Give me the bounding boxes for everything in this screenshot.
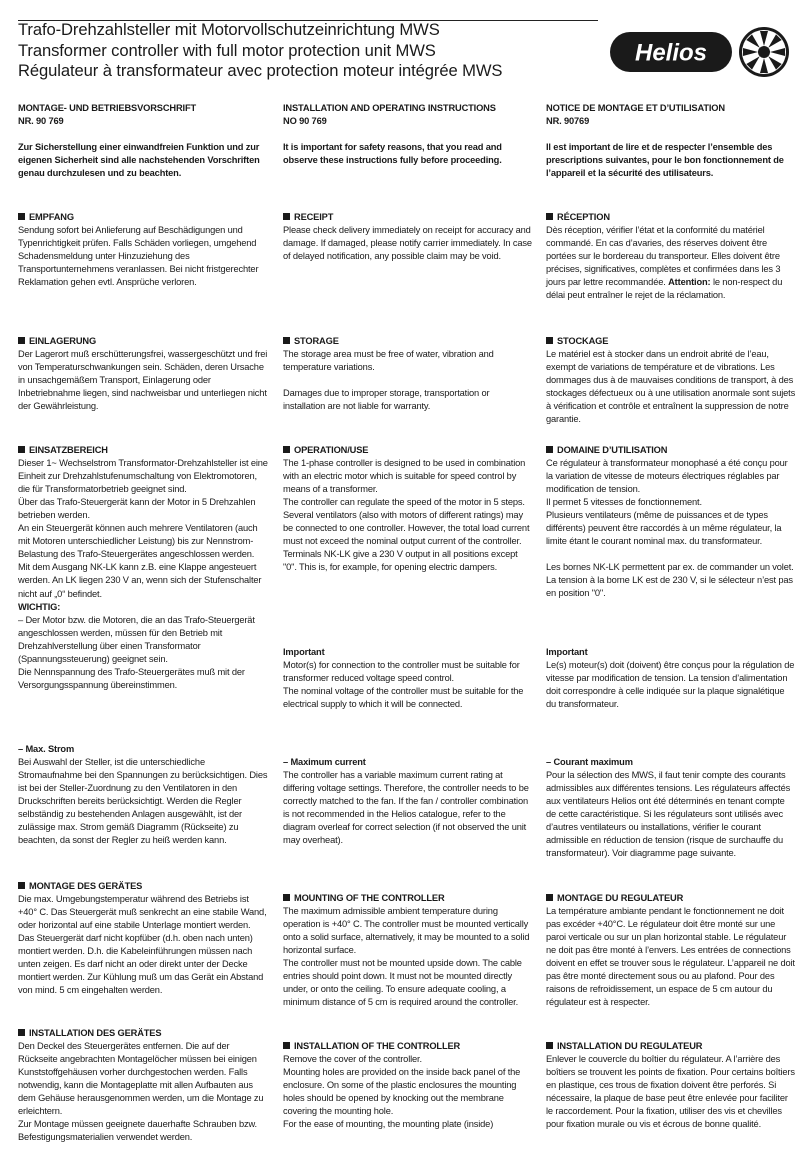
title-fr: Régulateur à transformateur avec protection moteur intégrée MWS (18, 61, 503, 80)
fr-important-text: Le(s) moteur(s) doit (doivent) être conçus pour la régulation de vitesse par modification de tension. La tension d’alimentation doit correspondre à celle indiquée sur la plaque signalétique du transformateur. (546, 660, 795, 710)
fr-header-2: NR. 90769 (546, 116, 590, 127)
de-header-1: MONTAGE- UND BETRIEBSVORSCHRIFT (18, 103, 197, 113)
fr-header-1: NOTICE DE MONTAGE ET D’UTILISATION (546, 103, 725, 113)
de-empfang-text: Sendung sofort bei Anlieferung auf Beschädigungen und Typenrichtigkeit prüfen. Falls Schäden vorliegen, umgehend Schadensmeldung unter Hinzuziehung des Transportunternehmens veranlassen. Bei nicht fristgerechter Reklamation gehen evtl. Ansprüche verloren. (18, 225, 259, 288)
de-wichtig-2: Die Nennspannung des Trafo-Steuergerätes muß mit der Versorgungsspannung übereinstimmen. (18, 666, 245, 690)
en-op-4: Terminals NK-LK give a 230 V output in all positions except "0". This is, for example, for opening electric dampers. (283, 549, 518, 573)
de-einsatz-3: An ein Steuergerät können auch mehrere Ventilatoren (auch mit Motoren unterschiedlicher Leistung) bis zur Nennstrom-Belastung des Trafo-Steuergerätes angeschlossen werden. Mit dem Ausgang NK-LK kann z.B. eine Klappe angesteuert werden. An LK liegen 230 V an, wenn sich der Stufenschalter nicht auf „0“ befindet. (18, 523, 262, 599)
en-inst-1: Remove the cover of the controller. (283, 1054, 422, 1065)
fr-section-stockage (546, 335, 796, 426)
bullet-square-icon (18, 446, 25, 453)
bullet-square-icon (546, 1042, 553, 1049)
en-intro: It is important for safety reasons, that you read and observe these instructions fully before proceeding. (283, 142, 502, 166)
en-op-3: Several ventilators (also with motors of different ratings) may be connected to one controller. However, the total load current must not exceed the nominal output current of the controller. (283, 510, 530, 547)
bullet-square-icon (283, 213, 290, 220)
en-storage-1: The storage area must be free of water, vibration and temperature variations. (283, 349, 494, 373)
en-inst-heading (283, 1040, 533, 1053)
de-section-empfang (18, 211, 268, 289)
fr-dom-heading-text: DOMAINE D’UTILISATION (557, 445, 668, 455)
bullet-square-icon (18, 1029, 25, 1036)
en-current-text: The controller has a variable maximum current rating at differing voltage settings. Therefore, the controller needs to be correctly matched to the fan. If the fan / controller combination is not recommended in the Helios catalogue, refer to the diagram overleaf for correct selection (if not observed the unit may overheat). (283, 770, 529, 846)
title-de: Trafo-Drehzahlsteller mit Motorvollschutzeinrichtung MWS (18, 20, 440, 39)
de-section-installation (18, 1027, 268, 1144)
de-intro: Zur Sicherstellung einer einwandfreien Funktion und zur eigenen Sicherheit sind alle nachstehenden Vorschriften genau durchzulesen und zu beachten. (18, 142, 260, 179)
fr-mont-heading (546, 892, 796, 905)
en-header-2: NO 90 769 (283, 116, 327, 127)
fr-rec-attention-text: le non-respect du délai peut entraîner le rejet de la réclamation. (546, 277, 783, 301)
de-montage-text: Die max. Umgebungstemperatur während des Betriebs ist +40° C. Das Steuergerät muß senkrecht an eine stabile Wand, oder horizontal auf eine stabile Unterlage montiert werden. Das Steuergerät darf nicht kopfüber (d.h. oben nach unten) montiert werden. D.h. die Kabeleinführungen müssen nach unten zeigen. Es darf nicht an oder direkt unter der Decke montiert werden. Zur Kühlung muß um das Gerät ein Abstand von mind. 5 cm eingehalten werden. (18, 894, 267, 996)
fr-rec-text (546, 224, 796, 302)
de-wichtig-1: – Der Motor bzw. die Motoren, die an das Trafo-Steuergerät angeschlossen werden, müssen für den Betrieb mit Drehzahlverstellung über einen Transformator (Spannungssteuerung) geeignet sein. (18, 614, 255, 664)
title-en: Transformer controller with full motor protection unit MWS (18, 40, 436, 60)
de-section-montage (18, 880, 268, 997)
en-section-important (283, 646, 533, 711)
en-header-1: INSTALLATION AND OPERATING INSTRUCTIONS (283, 103, 496, 113)
bullet-square-icon (546, 894, 553, 901)
bullet-square-icon (283, 337, 290, 344)
de-install-2: Zur Montage müssen geeignete dauerhafte Schrauben bzw. Befestigungsmaterialien verwendet werden. (18, 1119, 257, 1143)
fr-section-installation (546, 1040, 796, 1131)
fr-mont-text: La température ambiante pendant le fonctionnement ne doit pas excéder +40°C. Le régulateur doit être monté sur une paroi verticale ou sur un plan horizontal stable. Le régulateur ne doit pas être monté à l’envers. Les entrées de connections doivent en effet se trouver sous le régulateur. L’appareil ne doit pas être monté directement sous ou au plafond. Pour des raisons de refroidissement, un espace de 5 cm autour du régulateur est à respecter. (546, 906, 795, 1008)
en-section-mounting (283, 892, 533, 1009)
fr-intro: Il est important de lire et de respecter l’ensemble des prescriptions suivantes, pour le bon fonctionnement de l’appareil et la sécurité des utilisateurs. (546, 142, 784, 179)
bullet-square-icon (18, 882, 25, 889)
en-inst-heading-text: INSTALLATION OF THE CONTROLLER (294, 1041, 461, 1051)
fr-dom-4: Les bornes NK-LK permettent par ex. de commander un volet. La tension à la borne LK est de 230 V, si le sélecteur n’est pas en position "0". (546, 562, 794, 599)
fr-inst-text: Enlever le couvercle du boîtier du régulateur. A l’arrière des boîtiers se trouvent les points de fixation. Pour certains boîtiers en plastique, ces trous de fixation doivent être perforés. Si nécessaire, la plaque de base peut être enlevée pour faciliter le raccordement. Pour la fixation, utiliser des vis et chevilles pour fixation murale ou vis et écrous de bonne qualité. (546, 1054, 795, 1130)
fr-section-courant (546, 756, 796, 860)
de-lager-heading-text: EINLAGERUNG (29, 336, 97, 346)
en-receipt-heading-text: RECEIPT (294, 212, 334, 222)
de-section-einlagerung (18, 335, 268, 413)
document-title (18, 20, 598, 82)
fr-stock-heading (546, 335, 796, 348)
de-install-heading-text: INSTALLATION DES GERÄTES (29, 1028, 162, 1038)
en-storage-2: Damages due to improper storage, transportation or installation are not liable for warranty. (283, 388, 490, 412)
bullet-square-icon (283, 894, 290, 901)
en-inst-3: For the ease of mounting, the mounting plate (inside) (283, 1119, 494, 1130)
en-important-1: Motor(s) for connection to the controller must be suitable for transformer reduced voltage speed control. (283, 660, 520, 684)
fr-dom-2: Il permet 5 vitesses de fonctionnement. (546, 497, 702, 508)
column-german (18, 102, 268, 1143)
de-section-einsatzbereich (18, 444, 268, 692)
de-strom-heading: – Max. Strom (18, 744, 75, 754)
de-empfang-heading-text: EMPFANG (29, 212, 74, 222)
en-storage-heading (283, 335, 533, 348)
en-storage-heading-text: STORAGE (294, 336, 339, 346)
fan-icon (739, 27, 789, 77)
en-important-heading: Important (283, 647, 325, 657)
fr-rec-body: Dès réception, vérifier l’état et la conformité du matériel commandé. En cas d’avaries, des réserves doivent être portées sur le bordereau du transporteur. Elles doivent être précises, significatives, complètes et confirmées dans les 3 jours par lettre recommandée. (546, 225, 781, 288)
en-mount-heading-text: MOUNTING OF THE CONTROLLER (294, 893, 445, 903)
fr-important-heading: Important (546, 647, 588, 657)
bullet-square-icon (546, 337, 553, 344)
bullet-square-icon (18, 337, 25, 344)
en-op-heading-text: OPERATION/USE (294, 445, 369, 455)
en-section-current (283, 756, 533, 847)
de-install-1: Den Deckel des Steuergerätes entfernen. Die auf der Rückseite angebrachten Montagelöcher müssen bei einigen Kunststoffgehäusen vorher durchgestochen werden. Falls notwendig, kann die Montageplatte mit allen Aufbauten aus dem Gehäuse herausgenommen werden, um die Montage zu erleichtern. (18, 1041, 264, 1117)
en-mount-heading (283, 892, 533, 905)
en-important-2: The nominal voltage of the controller must be suitable for the electrical supply to which it will be connected. (283, 686, 524, 710)
en-op-1: The 1-phase controller is designed to be used in combination with an electric motor which is suitable for speed control by means of a transformer. (283, 458, 526, 495)
en-receipt-heading (283, 211, 533, 224)
de-strom-text: Bei Auswahl der Steller, ist die unterschiedliche Stromaufnahme bei den Spannungen zu berücksichtigen. Dies ist bei der Steller-Zuordnung zu den Ventilatoren in den Druckschriften bereits berücksichtigt. Werden die Regler selbständig zu bestehenden Anlagen ausgewählt, ist der zulässige max. Strom gemäß Diagramm (Rückseite) zu beachten, da sonst der Regler zu heiß werden kann. (18, 757, 268, 846)
en-section-operation (283, 444, 533, 574)
fr-section-montage (546, 892, 796, 1009)
en-mount-1: The maximum admissible ambient temperature during operation is +40° C. The controller must be mounted vertically onto a solid surface, alternatively, it may be mounted to a solid horizontal surface. (283, 906, 530, 956)
helios-logo (608, 26, 792, 78)
en-inst-2: Mounting holes are provided on the inside back panel of the enclosure. On some of the plastic enclosures the mounting holes should be opened by knocking out the membrane covering the mounting hole. (283, 1067, 521, 1117)
de-montage-heading-text: MONTAGE DES GERÄTES (29, 881, 143, 891)
en-section-storage (283, 335, 533, 413)
en-mount-2: The controller must not be mounted upside down. The cable entries should point down. It must not be mounted directly under, or onto the ceiling. To ensure adequate cooling, a minimum distance of 5 cm is required around the controller. (283, 958, 522, 1008)
fr-stock-heading-text: STOCKAGE (557, 336, 609, 346)
en-section-receipt (283, 211, 533, 263)
fr-rec-attention: Attention: (668, 277, 711, 288)
de-einsatz-heading (18, 444, 268, 457)
fr-section-important (546, 646, 796, 711)
de-einsatz-heading-text: EINSATZBEREICH (29, 445, 108, 455)
de-einsatz-1: Dieser 1~ Wechselstrom Transformator-Drehzahlsteller ist eine Einheit zur Drehzahlstufenumschaltung von Elektromotoren, die für Transformatorbetrieb geeignet sind. (18, 458, 268, 495)
en-receipt-text: Please check delivery immediately on receipt for accuracy and damage. If damaged, please notify carrier immediately. In case of delayed notification, any possible claim may be void. (283, 225, 532, 262)
en-op-2: The controller can regulate the speed of the motor in 5 steps. (283, 497, 525, 508)
logo-text: Helios (634, 39, 708, 67)
de-lager-text: Der Lagerort muß erschütterungsfrei, wassergeschützt und frei von Temperaturschwankungen sein. Schäden, deren Ursache in unsachgemäßem Transport, Einlagerung oder Inbetriebnahme liegen, sind nachweisbar und unterliegen nicht der Gewährleistung. (18, 349, 268, 412)
en-op-heading (283, 444, 533, 457)
bullet-square-icon (18, 213, 25, 220)
fr-stock-text: Le matériel est à stocker dans un endroit abrité de l’eau, exempt de variations de température et de vibrations. Les dommages dus à de mauvaises conditions de transport, à des stockages défectueux ou à une utilisation anormale sont sujets à vérification et contrôle et entraînent la suppression de notre garantie. (546, 349, 796, 425)
de-section-strom (18, 743, 268, 847)
de-lager-heading (18, 335, 268, 348)
fr-section-reception (546, 211, 796, 302)
fr-courant-heading: – Courant maximum (546, 757, 633, 767)
fr-dom-heading (546, 444, 796, 457)
bullet-square-icon (283, 1042, 290, 1049)
de-empfang-heading (18, 211, 268, 224)
bullet-square-icon (546, 213, 553, 220)
en-current-heading: – Maximum current (283, 757, 366, 767)
fr-mont-heading-text: MONTAGE DU REGULATEUR (557, 893, 684, 903)
de-wichtig-heading: WICHTIG: (18, 601, 61, 612)
fr-courant-text: Pour la sélection des MWS, il faut tenir compte des courants admissibles aux différentes tensions. Les régulateurs affectés aux ventilateurs Helios ont été déterminés en tenant compte de cette caractéristique. Si les régulateurs sont utilisés avec d’autres ventilateurs ou installations, vérifier le courant admissible en réduction de tension (risque de surchauffe du transformateur). Voir diagramme page suivante. (546, 770, 791, 859)
fr-dom-3: Plusieurs ventilateurs (même de puissances et de types différents) peuvent être raccordés à un même régulateur, la limite étant le courant nominal max. du transformateur. (546, 510, 782, 547)
column-english (283, 102, 533, 1130)
fr-dom-1: Ce régulateur à transformateur monophasé a été conçu pour la variation de vitesse de moteurs électriques réglables par modification de tension. (546, 458, 788, 495)
de-header-2: NR. 90 769 (18, 116, 64, 127)
fr-rec-heading (546, 211, 796, 224)
bullet-square-icon (546, 446, 553, 453)
de-montage-heading (18, 880, 268, 893)
fr-section-domaine (546, 444, 796, 601)
de-einsatz-2: Über das Trafo-Steuergerät kann der Motor in 5 Drehzahlen betrieben werden. (18, 497, 256, 521)
bullet-square-icon (283, 446, 290, 453)
column-french (546, 102, 796, 1130)
de-install-heading (18, 1027, 268, 1040)
en-section-installation (283, 1040, 533, 1131)
fr-rec-heading-text: RÉCEPTION (557, 212, 610, 222)
fr-inst-heading-text: INSTALLATION DU REGULATEUR (557, 1041, 703, 1051)
fr-inst-heading (546, 1040, 796, 1053)
